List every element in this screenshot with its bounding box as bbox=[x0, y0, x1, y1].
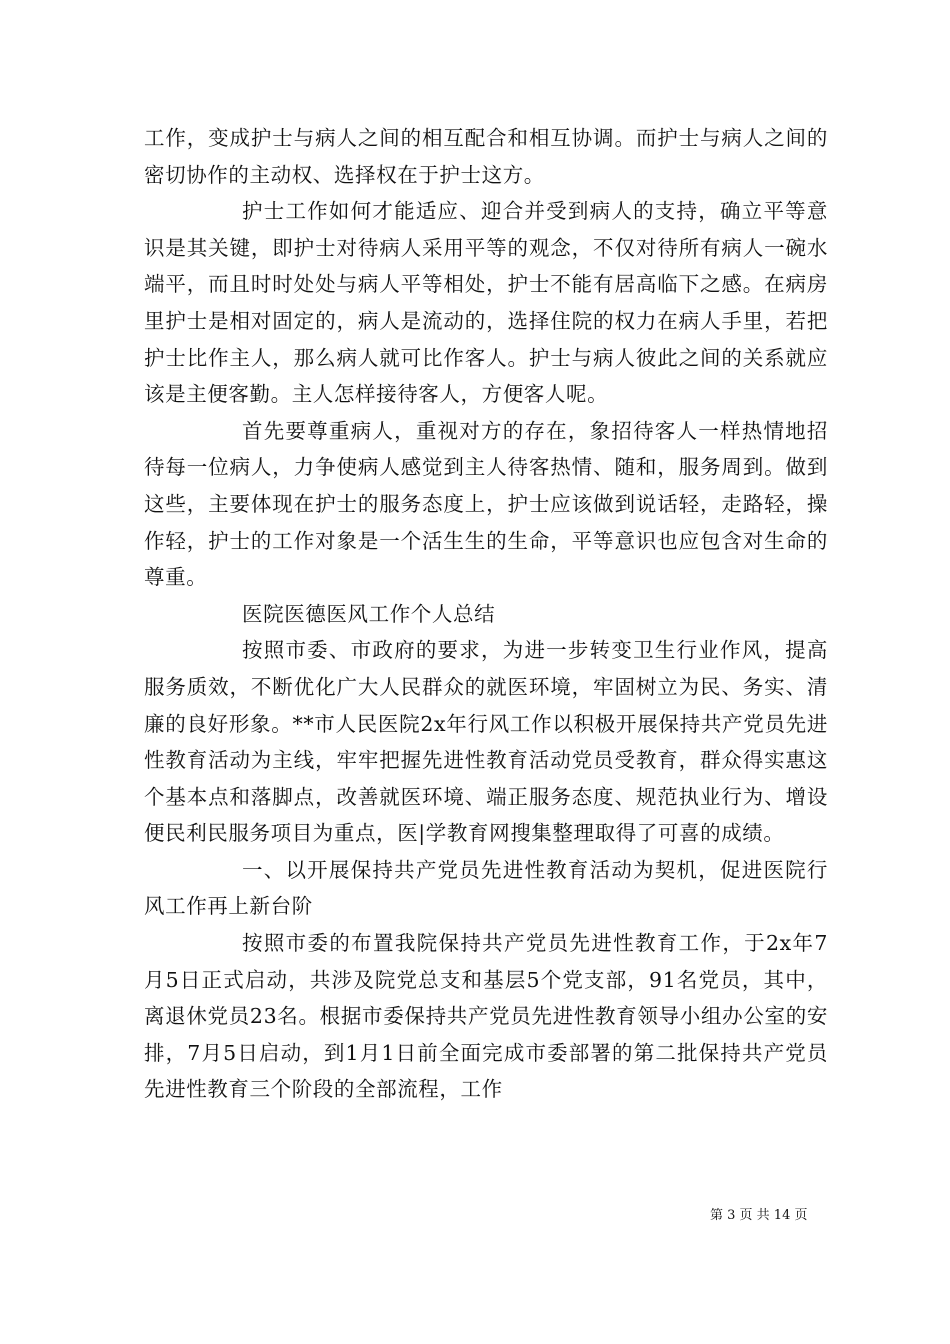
paragraph-equality-awareness: 护士工作如何才能适应、迎合并受到病人的支持，确立平等意识是其关键，即护士对待病人采用平等的观念，不仅对待所有病人一碗水端平，而且时时处处与病人平等相处，护士不能有居高临下之感。在病房里护士是相对固定的，病人是流动的，选择住院的权力在病人手里，若把护士比作主人，那么病人就可比作客人。护士与病人彼此之间的关系就应该是主便客勤。主人怎样接待客人，方便客人呢。 bbox=[144, 199, 828, 407]
document-body bbox=[144, 120, 828, 1108]
section-title: 医院医德医风工作个人总结 bbox=[242, 601, 496, 626]
paragraph-summary-intro: 按照市委、市政府的要求，为进一步转变卫生行业作风，提高服务质效，不断优化广大人民群众的就医环境，牢固树立为民、务实、清廉的良好形象。**市人民医院2x年行风工作以积极开展保持共产党员先进性教育活动为主线，牢牢把握先进性教育活动党员受教育，群众得实惠这个基本点和落脚点，改善就医环境、端正服务态度、规范执业行为、增设便民利民服务项目为重点，医|学教育网搜集整理取得了可喜的成绩。 bbox=[144, 638, 828, 846]
paragraph-education-campaign: 按照市委的布置我院保持共产党员先进性教育工作，于2x年7月5日正式启动，共涉及院党总支和基层5个党支部，91名党员，其中，离退休党员23名。根据市委保持共产党员先进性教育领导小组办公室的安排，7月5日启动，到1月1日前全面完成市委部署的第二批保持共产党员先进性教育三个阶段的全部流程，工作 bbox=[144, 931, 828, 1102]
paragraph-respect-patients: 首先要尊重病人，重视对方的存在，象招待客人一样热情地招待每一位病人，力争使病人感觉到主人待客热情、随和，服务周到。做到这些，主要体现在护士的服务态度上，护士应该做到说话轻，走路轻，操作轻，护士的工作对象是一个活生生的生命，平等意识也应包含对生命的尊重。 bbox=[144, 418, 828, 590]
page-number-footer: 第 3 页 共 14 页 bbox=[710, 1208, 808, 1223]
paragraph-continuation: 工作，变成护士与病人之间的相互配合和相互协调。而护士与病人之间的密切协作的主动权、选择权在于护士这方。 bbox=[144, 126, 828, 187]
section-heading-one: 一、以开展保持共产党员先进性教育活动为契机，促进医院行风工作再上新台阶 bbox=[144, 857, 828, 919]
